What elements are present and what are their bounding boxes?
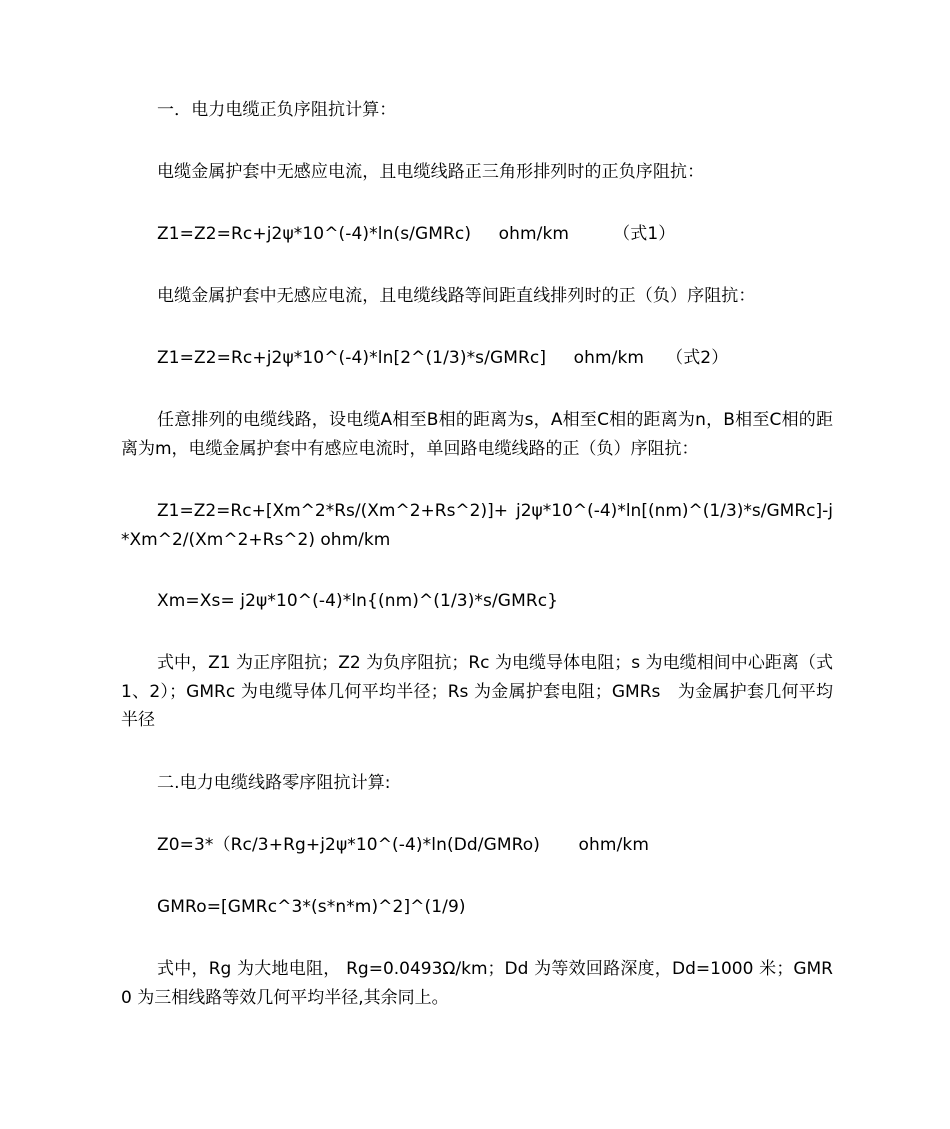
symbol-legend-2: 式中，Rg 为大地电阻， Rg=0.0493Ω/km；Dd 为等效回路深度，Dd=1000 米；GMR0 为三相线路等效几何平均半径,其余同上。 bbox=[121, 959, 833, 1008]
formula-6: GMRo=[GMRc^3*(s*n*m)^2]^(1/9) bbox=[157, 897, 466, 917]
formula-1: Z1=Z2=Rc+j2ψ*10^(-4)*ln(s/GMRc) ohm/km （式1） bbox=[157, 224, 676, 244]
section2-heading: 二.电力电缆线路零序阻抗计算: bbox=[157, 773, 391, 793]
formula-5: Z0=3*（Rc/3+Rg+j2ψ*10^(-4)*ln(Dd/GMRo) ohm/km bbox=[157, 835, 650, 855]
section1-heading: 一．电力电缆正负序阻抗计算： bbox=[157, 100, 397, 120]
case3-description: 任意排列的电缆线路，设电缆A相至B相的距离为s，A相至C相的距离为n，B相至C相的距离为m，电缆金属护套中有感应电流时，单回路电缆线路的正（负）序阻抗： bbox=[121, 410, 833, 459]
symbol-legend-1: 式中，Z1 为正序阻抗；Z2 为负序阻抗；Rc 为电缆导体电阻；s 为电缆相间中心距离（式1、2）；GMRc 为电缆导体几何平均半径；Rs 为金属护套电阻；GMRs 为金属护套几何平均半径 bbox=[121, 653, 833, 730]
case1-description: 电缆金属护套中无感应电流，且电缆线路正三角形排列时的正负序阻抗： bbox=[157, 162, 705, 182]
formula-4: Xm=Xs= j2ψ*10^(-4)*ln{(nm)^(1/3)*s/GMRc} bbox=[157, 591, 559, 611]
formula-2: Z1=Z2=Rc+j2ψ*10^(-4)*ln[2^(1/3)*s/GMRc] ohm/km （式2） bbox=[157, 348, 729, 368]
case2-description: 电缆金属护套中无感应电流，且电缆线路等间距直线排列时的正（负）序阻抗： bbox=[157, 286, 756, 306]
formula-3: Z1=Z2=Rc+[Xm^2*Rs/(Xm^2+Rs^2)]+ j2ψ*10^(-4)*ln[(nm)^(1/3)*s/GMRc]-j*Xm^2/(Xm^2+Rs^2) ohm/km bbox=[121, 501, 833, 550]
